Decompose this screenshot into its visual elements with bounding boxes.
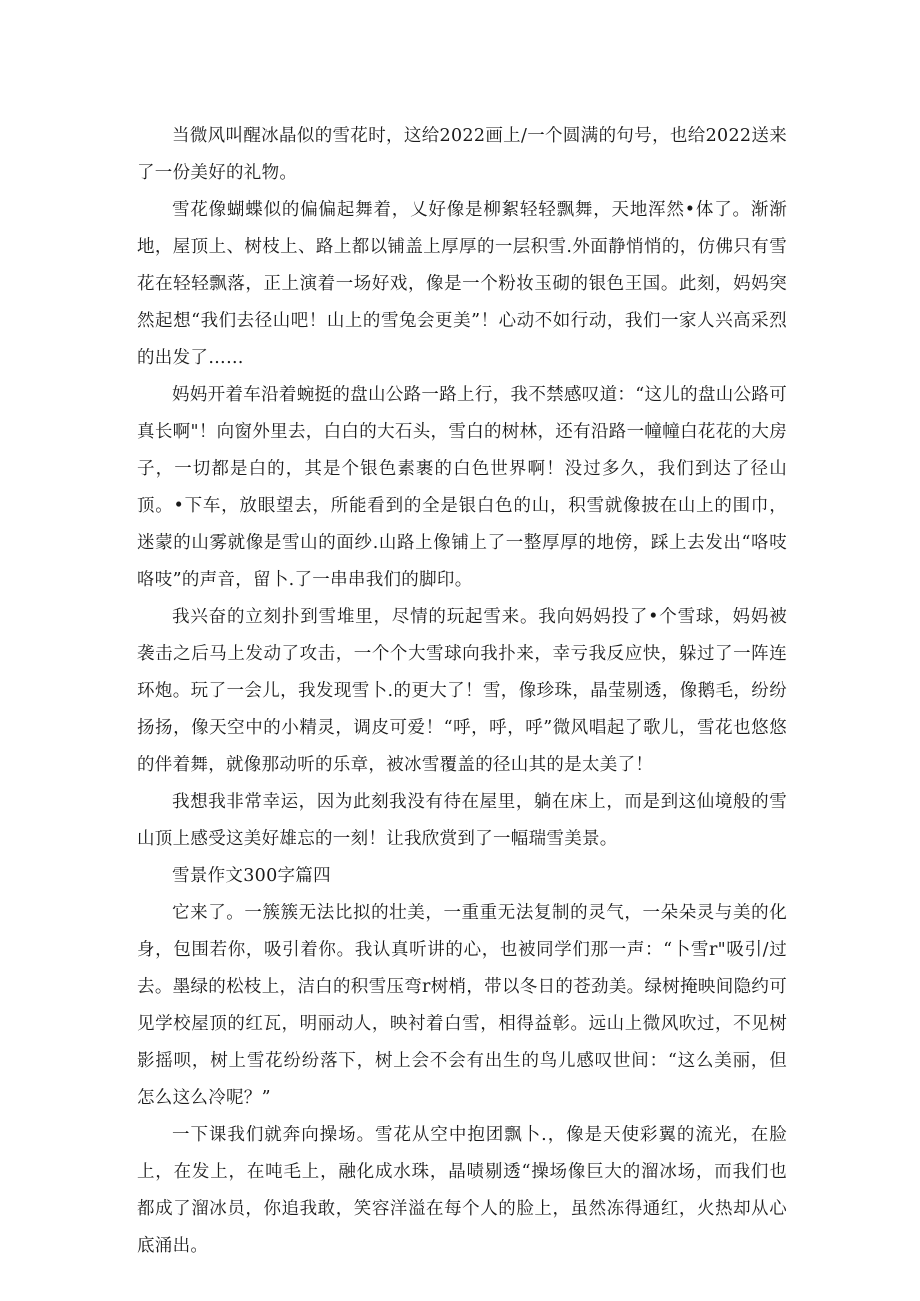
document-body xyxy=(137,118,787,1265)
paragraph-4: 我兴奋的立刻扑到雪堆里，尽情的玩起雪来。我向妈妈投了•个雪球，妈妈被袭击之后马上发动了攻击，一个个大雪球向我扑来，幸亏我反应快，躲过了一阵连环炮。玩了一会儿，我发现雪卜.的更大了！雪，像珍珠，晶莹剔透，像鹅毛，纷纷扬扬，像天空中的小精灵，调皮可爱！“呼，呼，呼”微风唱起了歌儿，雪花也悠悠的伴着舞，就像那动听的乐章，被冰雪覆盖的径山其的是太美了！ xyxy=(137,607,787,775)
section-title: 雪景作文300字篇四 xyxy=(172,866,331,886)
paragraph-5: 我想我非常幸运，因为此刻我没有待在屋里，躺在床上，而是到这仙境般的雪山顶上感受这美好雄忘的一刻！让我欣赏到了一幅瑞雪美景。 xyxy=(137,792,787,849)
paragraph-1: 当微风叫醒冰晶似的雪花时，这给2022画上/一个圆满的句号，也给2022送来了一份美好的礼物。 xyxy=(137,126,787,183)
paragraph-6: 它来了。一簇簇无法比拟的壮美，一重重无法复制的灵气，一朵朵灵与美的化身，包围若你，吸引着你。我认真听讲的心，也被同学们那一声：“卜雪r"吸引/过去。墨绿的松枝上，洁白的积雪压弯r树梢，带以冬日的苍劲美。绿树掩映间隐约可见学校屋顶的红瓦，明丽动人，映衬着白雪，相得益彰。远山上微风吹过，不见树影摇呗，树上雪花纷纷落下，树上会不会有出生的鸟儿感叹世间：“这么美丽，但怎么这么冷呢？” xyxy=(137,903,787,1108)
paragraph-7: 一下课我们就奔向操场。雪花从空中抱团飘卜.，像是天使彩翼的流光，在脸上，在发上，在吨毛上，融化成水珠，晶啧剔透“操场像巨大的溜冰场，而我们也都成了溜冰员，你追我敢，笑容洋溢在每个人的脸上，虽然冻得通红，火热却从心底涌出。 xyxy=(137,1125,787,1256)
paragraph-2: 雪花像蝴蝶似的偏偏起舞着，乂好像是柳絮轻轻飘舞，天地浑然•体了。渐渐地，屋顶上、树枝上、路上都以铺盖上厚厚的一层积雪.外面静悄悄的，仿佛只有雪花在轻轻飘落，正上演着一场好戏，像是一个粉妆玉砌的银色王国。此刻，妈妈突然起想“我们去径山吧！山上的雪兔会更美”！心动不如行动，我们一家人兴高采烈的出发了…… xyxy=(137,200,787,368)
paragraph-3: 妈妈开着车沿着蜿挺的盘山公路一路上行，我不禁感叹道：“这儿的盘山公路可真长啊"！向窗外里去，白白的大石头，雪白的树林，还有沿路一幢幢白花花的大房子，一切都是白的，其是个银色素裹的白色世界啊！没过多久，我们到达了径山顶。•下车，放眼望去，所能看到的全是银白色的山，积雪就像披在山上的围巾，迷蒙的山雾就像是雪山的面纱.山路上像铺上了一整厚厚的地傍，踩上去发出“咯吱咯吱”的声音，留卜.了一串串我们的脚印。 xyxy=(137,385,787,590)
